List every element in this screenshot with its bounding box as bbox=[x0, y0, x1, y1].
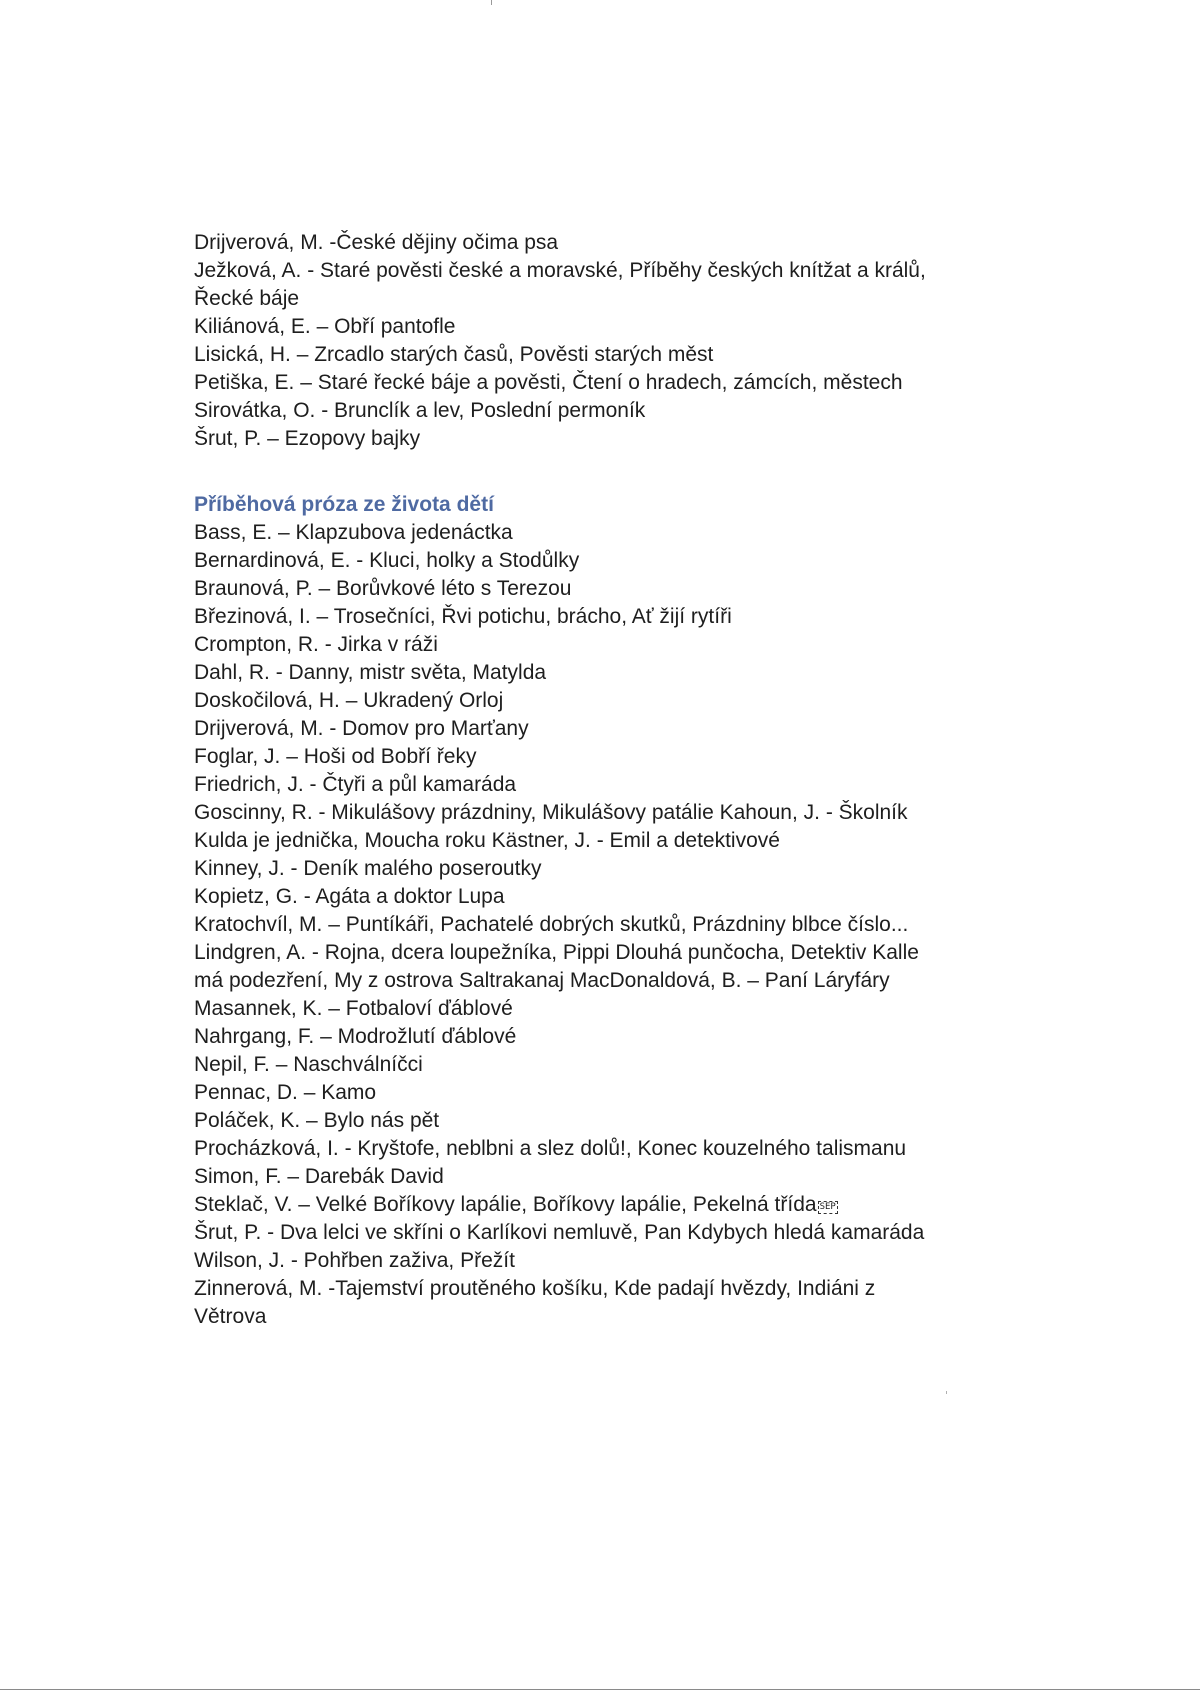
list-item: Petiška, E. – Staré řecké báje a pověsti, Čtení o hradech, zámcích, městech bbox=[194, 371, 903, 394]
list-item: Nepil, F. – Naschválníčci bbox=[194, 1053, 423, 1076]
list-item: Simon, F. – Darebák David bbox=[194, 1165, 444, 1188]
sep-marker-glyph: SEP bbox=[819, 1202, 836, 1212]
list-item: Bernardinová, E. - Kluci, holky a Stodůlky bbox=[194, 549, 580, 572]
list-item: Řecké báje bbox=[194, 287, 300, 310]
list-item: Ježková, A. - Staré pověsti české a moravské, Příběhy českých knítžat a králů, bbox=[194, 259, 926, 282]
top-list bbox=[194, 229, 1014, 453]
list-item: Procházková, I. - Kryštofe, neblbni a slez dolů!, Konec kouzelného talismanu bbox=[194, 1137, 907, 1160]
list-item: Kulda je jednička, Moucha roku Kästner, J. - Emil a detektivové bbox=[194, 829, 780, 852]
list-item: Friedrich, J. - Čtyři a půl kamaráda bbox=[194, 773, 517, 796]
list-item: Drijverová, M. - Domov pro Marťany bbox=[194, 717, 529, 740]
page-bottom-rule bbox=[0, 1689, 1200, 1690]
list-item: Lindgren, A. - Rojna, dcera loupežníka, Pippi Dlouhá punčocha, Detektiv Kalle bbox=[194, 941, 919, 964]
list-item: Drijverová, M. -České dějiny očima psa bbox=[194, 231, 559, 254]
list-item: Lisická, H. – Zrcadlo starých časů, Pověsti starých měst bbox=[194, 343, 714, 366]
list-item: Březinová, I. – Trosečníci, Řvi potichu, brácho, Ať žijí rytíři bbox=[194, 605, 732, 628]
section-heading: Příběhová próza ze života dětí bbox=[194, 493, 494, 516]
list-item: Větrova bbox=[194, 1305, 267, 1328]
section-spacer bbox=[194, 453, 1014, 491]
list-item: Šrut, P. – Ezopovy bajky bbox=[194, 427, 421, 450]
list-item: Steklač, V. – Velké Boříkovy lapálie, Boříkovy lapálie, Pekelná třída bbox=[194, 1193, 817, 1216]
list-item: Pennac, D. – Kamo bbox=[194, 1081, 377, 1104]
list-item: Kopietz, G. - Agáta a doktor Lupa bbox=[194, 885, 505, 908]
list-item: má podezření, My z ostrova Saltrakanaj MacDonaldová, B. – Paní Láryfáry bbox=[194, 969, 890, 992]
list-item: Kiliánová, E. – Obří pantofle bbox=[194, 315, 456, 338]
list-item: Foglar, J. – Hoši od Bobří řeky bbox=[194, 745, 477, 768]
list-item: Sirovátka, O. - Brunclík a lev, Poslední permoník bbox=[194, 399, 646, 422]
list-item: Doskočilová, H. – Ukradený Orloj bbox=[194, 689, 504, 712]
list-item: Zinnerová, M. -Tajemství proutěného košíku, Kde padají hvězdy, Indiáni z bbox=[194, 1277, 876, 1300]
list-item: Bass, E. – Klapzubova jedenáctka bbox=[194, 521, 513, 544]
list-item-with-marker bbox=[194, 1191, 1014, 1219]
scan-artifact-mark bbox=[491, 0, 492, 5]
list-item: Kinney, J. - Deník malého poseroutky bbox=[194, 857, 542, 880]
list-item: Masannek, K. – Fotbaloví ďáblové bbox=[194, 997, 513, 1020]
list-item: Dahl, R. - Danny, mistr světa, Matylda bbox=[194, 661, 547, 684]
list-item: Nahrgang, F. – Modrožlutí ďáblové bbox=[194, 1025, 517, 1048]
list-item: Braunová, P. – Borůvkové léto s Terezou bbox=[194, 577, 572, 600]
list-item: Šrut, P. - Dva lelci ve skříni o Karlíkovi nemluvě, Pan Kdybych hledá kamaráda bbox=[194, 1221, 925, 1244]
list-item: Goscinny, R. - Mikulášovy prázdniny, Mikulášovy patálie Kahoun, J. - Školník bbox=[194, 801, 908, 824]
scan-artifact-dot bbox=[946, 1391, 947, 1394]
list-item: Kratochvíl, M. – Puntíkáři, Pachatelé dobrých skutků, Prázdniny blbce číslo... bbox=[194, 913, 909, 936]
section-list bbox=[194, 519, 1014, 1331]
list-item: Poláček, K. – Bylo nás pět bbox=[194, 1109, 440, 1132]
reading-list bbox=[194, 229, 1014, 1331]
list-item: Crompton, R. - Jirka v ráži bbox=[194, 633, 438, 656]
list-item: Wilson, J. - Pohřben zaživa, Přežít bbox=[194, 1249, 515, 1272]
